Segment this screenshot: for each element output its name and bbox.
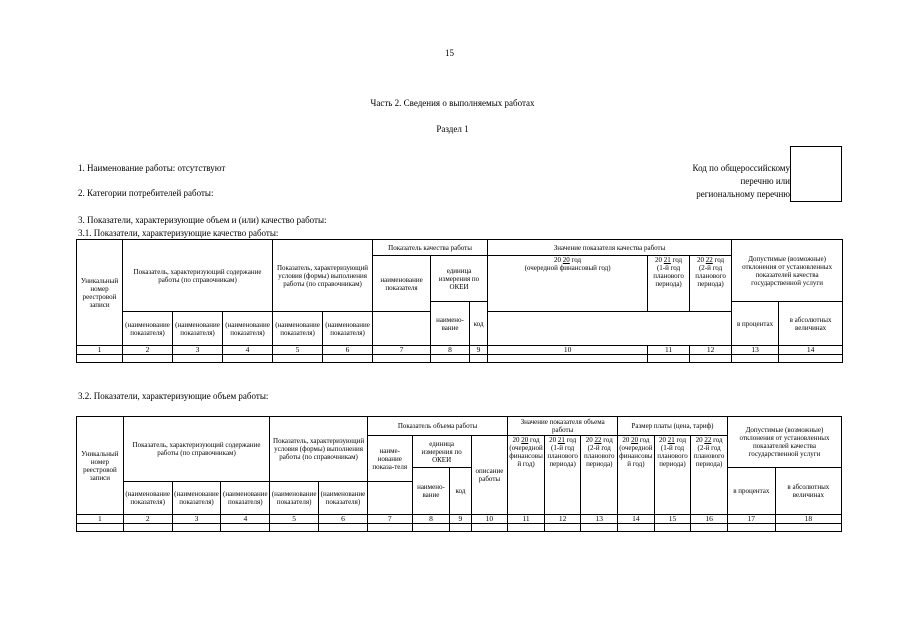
v-h-value-year3: 20 22 год (2-й год планового периода) — [581, 436, 618, 515]
v-col-num: 4 — [221, 515, 270, 524]
q-col-num: 6 — [323, 346, 373, 355]
v-h-indicator-3: (наименование показателя) — [221, 482, 270, 515]
q-h-year3: 20 22 год (2-й год планового периода) — [690, 256, 732, 312]
q-col-num: 8 — [431, 346, 470, 355]
v-col-num: 2 — [123, 515, 172, 524]
q-h-indicator-5: (наименование показателя) — [323, 312, 373, 346]
q-col-num: 7 — [373, 346, 431, 355]
v-col-num: 7 — [367, 515, 412, 524]
q-col-num: 11 — [648, 346, 690, 355]
v-col-num: 3 — [172, 515, 221, 524]
v-col-num: 9 — [450, 515, 471, 524]
v-h-deviation: Допустимые (возможные) отклонения от установленных показателей качества государственной услуги — [727, 417, 841, 468]
v-h-unit-code: код — [450, 468, 471, 515]
q-col-num: 4 — [223, 346, 273, 355]
code-label-line1: Код по общероссийскому — [692, 163, 790, 173]
quality-table — [76, 239, 843, 363]
q-h-quality-name: наименование показателя — [373, 256, 431, 312]
v-col-num: 6 — [319, 515, 368, 524]
v-col-num: 15 — [654, 515, 691, 524]
v-h-conditions: Показатель, характеризующий условия (формы) выполнения работы (по справочникам) — [270, 417, 368, 482]
q-empty-row[interactable] — [77, 355, 843, 363]
v-col-num: 11 — [508, 515, 545, 524]
v-h-fee-year1: 20 20 год (очередной финансовый год) — [618, 436, 655, 515]
v-col-num: 13 — [581, 515, 618, 524]
v-col-num: 12 — [544, 515, 581, 524]
q-h-percent: в процентах — [732, 302, 779, 346]
q-col-num: 9 — [470, 346, 488, 355]
q-h-year2: 20 21 год (1-й год планового периода) — [648, 256, 690, 312]
v-col-num: 14 — [618, 515, 655, 524]
q-h-unit: единица измерения по ОКЕИ — [431, 256, 488, 302]
v-h-percent: в процентах — [727, 468, 775, 515]
v-h-value-year1: 20 20 год (очередной финансовый год) — [508, 436, 545, 515]
v-h-description: описание работы — [471, 436, 508, 515]
section32-title: 3.2. Показатели, характеризующие объем работы: — [78, 391, 269, 401]
q-h-values: Значение показателя качества работы — [488, 240, 732, 256]
v-h-indicator-1: (наименование показателя) — [123, 482, 172, 515]
q-h-indicator-1: (наименование показателя) — [123, 312, 173, 346]
v-h-indicator-4: (наименование показателя) — [270, 482, 319, 515]
v-h-unit: единица измерения по ОКЕИ — [412, 436, 471, 468]
work-name: 1. Наименование работы: отсутствуют — [78, 163, 226, 173]
v-h-volume-name: наиме-нование показа-теля — [367, 436, 412, 482]
q-h-conditions: Показатель, характеризующий условия (формы) выполнения работы (по справочникам) — [273, 240, 373, 312]
q-col-num: 12 — [690, 346, 732, 355]
v-h-volume: Показатель объема работы — [367, 417, 507, 436]
q-h-quality: Показатель качества работы — [373, 240, 488, 256]
v-col-num: 17 — [727, 515, 775, 524]
v-col-num: 10 — [471, 515, 508, 524]
part-title: Часть 2. Сведения о выполняемых работах — [370, 98, 535, 108]
q-h-indicator-2: (наименование показателя) — [173, 312, 223, 346]
v-h-absolute: в абсолютных величинах — [775, 468, 841, 515]
v-col-num: 1 — [77, 515, 124, 524]
indicators-heading: 3. Показатели, характеризующие объем и (или) качество работы: — [78, 215, 327, 225]
section-title: Раздел 1 — [436, 124, 469, 134]
v-h-fee: Размер платы (цена, тариф) — [618, 417, 728, 436]
q-h-content: Показатель, характеризующий содержание работы (по справочникам) — [123, 240, 273, 312]
code-label-line2: перечню или — [740, 176, 790, 186]
q-col-num: 10 — [488, 346, 648, 355]
q-h-deviation: Допустимые (возможные) отклонения от установленных показателей качества государственной услуги — [732, 240, 843, 302]
q-h-indicator-3: (наименование показателя) — [223, 312, 273, 346]
q-h-indicator-4: (наименование показателя) — [273, 312, 323, 346]
v-col-num: 16 — [691, 515, 728, 524]
section31-title: 3.1. Показатели, характеризующие качество работы: — [78, 228, 279, 238]
q-column-numbers — [77, 346, 843, 355]
q-col-num: 3 — [173, 346, 223, 355]
q-col-num: 13 — [732, 346, 779, 355]
v-col-num: 18 — [775, 515, 841, 524]
code-box[interactable] — [790, 146, 842, 202]
q-col-num: 14 — [779, 346, 843, 355]
q-h-unit-code: код — [470, 302, 488, 346]
code-label-line3: региональному перечню — [696, 189, 790, 199]
v-h-fee-year3: 20 22 год (2-й год планового периода) — [691, 436, 728, 515]
v-column-numbers — [77, 515, 842, 524]
v-h-unit-name: наимено-вание — [412, 468, 450, 515]
v-col-num: 5 — [270, 515, 319, 524]
volume-table — [76, 416, 842, 532]
v-empty-row[interactable] — [77, 524, 842, 532]
v-col-num: 8 — [412, 515, 450, 524]
q-col-num: 1 — [77, 346, 123, 355]
v-h-fee-year2: 20 21 год (1-й год планового периода) — [654, 436, 691, 515]
page-number: 15 — [445, 48, 454, 58]
v-h-indicator-2: (наименование показателя) — [172, 482, 221, 515]
q-h-unit-name: наимено-вание — [431, 302, 470, 346]
v-h-content: Показатель, характеризующий содержание работы (по справочникам) — [123, 417, 269, 482]
q-h-year1: 20 20 год (очередной финансовый год) — [488, 256, 648, 312]
v-h-values: Значение показателя объема работы — [508, 417, 618, 436]
v-h-indicator-5: (наименование показателя) — [319, 482, 368, 515]
q-col-num: 2 — [123, 346, 173, 355]
v-h-value-year2: 20 21 год (1-й год планового периода) — [544, 436, 581, 515]
q-h-registry: Уникальный номер реестровой записи — [77, 240, 123, 346]
consumer-categories: 2. Категории потребителей работы: — [78, 188, 214, 198]
q-h-absolute: в абсолютных величинах — [779, 302, 843, 346]
v-h-registry: Уникальный номер реестровой записи — [77, 417, 124, 515]
q-col-num: 5 — [273, 346, 323, 355]
